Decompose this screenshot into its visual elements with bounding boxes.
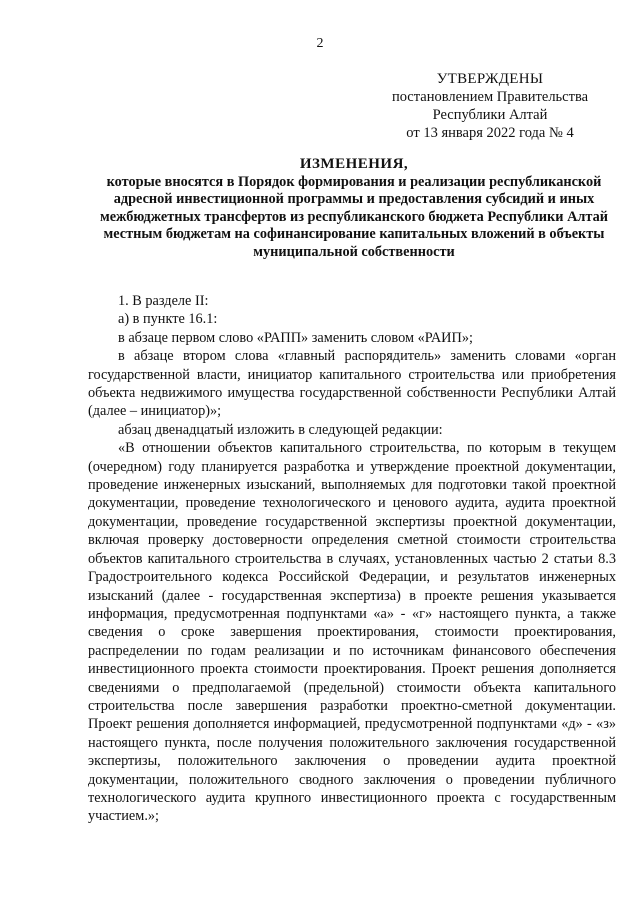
paragraph: а) в пункте 16.1: (118, 311, 218, 328)
approval-block (360, 70, 620, 142)
approval-date-line: от 13 января 2022 года № 4 (406, 125, 574, 141)
paragraph: 1. В разделе II: (118, 293, 209, 309)
heading-title: ИЗМЕНЕНИЯ, (299, 156, 409, 172)
approval-title: УТВЕРЖДЕНЫ (436, 71, 544, 87)
heading-subtitle: которые вносятся в Порядок формирования и реализации республиканской адресной инвестиционной программы и предоставления субсидий и иных межбюджетных трансфертов из республиканского бюджета Республики Алтай местным бюджетам на софинансирование капитальных вложений в объекты муниципальной собственности (99, 173, 609, 260)
approval-line: Республики Алтай (432, 107, 548, 123)
document-heading (86, 156, 622, 262)
document-body (88, 292, 616, 826)
paragraph: в абзаце первом слово «РАПП» заменить словом «РАИП»; (118, 329, 473, 346)
paragraph: абзац двенадцатый изложить в следующей редакции: (118, 421, 443, 438)
approval-line: постановлением Правительства (391, 89, 589, 105)
page-number: 2 (316, 36, 324, 51)
paragraph: в абзаце втором слова «главный распорядитель» заменить словами «орган государственной власти, инициатор капитального строительства или приобретения объекта недвижимого имущества государственной собственности Республики Алтай (далее – инициатор)»; (88, 348, 616, 420)
paragraph: «В отношении объектов капитального строительства, по которым в текущем (очередном) году планируется разработка и утверждение проектной документации, проведение инженерных изысканий, выполняемых для подготовки такой проектной документации, проведение технологического и ценового аудита, аудита проектной документации, проведение государственной экспертизы проектной документации, включая проверку достоверности определения сметной стоимости строительства объектов капитального строительства в случаях, установленных частью 2 статьи 8.3 Градостроительного кодекса Российской Федерации, и результатов инженерных изысканий (далее - государственная экспертиза) в проекте решения указывается информация, предусмотренная подпунктами «а» - «г» настоящего пункта, а также сведения о сроке завершения проектирования, стоимости проектирования, распределении по годам реализации и по источникам финансового обеспечения инвестиционного проекта стоимости проектирования. Проект решения дополняется сведениями о предполагаемой (предельной) стоимости объекта капитального строительства после завершения разработки проектно-сметной документации. Проект решения дополняется информацией, предусмотренной подпунктами «д» - «з» настоящего пункта, после получения положительного заключения государственной экспертизы, положительного заключения о проведении аудита проектной документации, положительного сводного заключения о проведении публичного технологического аудита крупного инвестиционного проекта с государственным участием.»; (88, 440, 616, 825)
